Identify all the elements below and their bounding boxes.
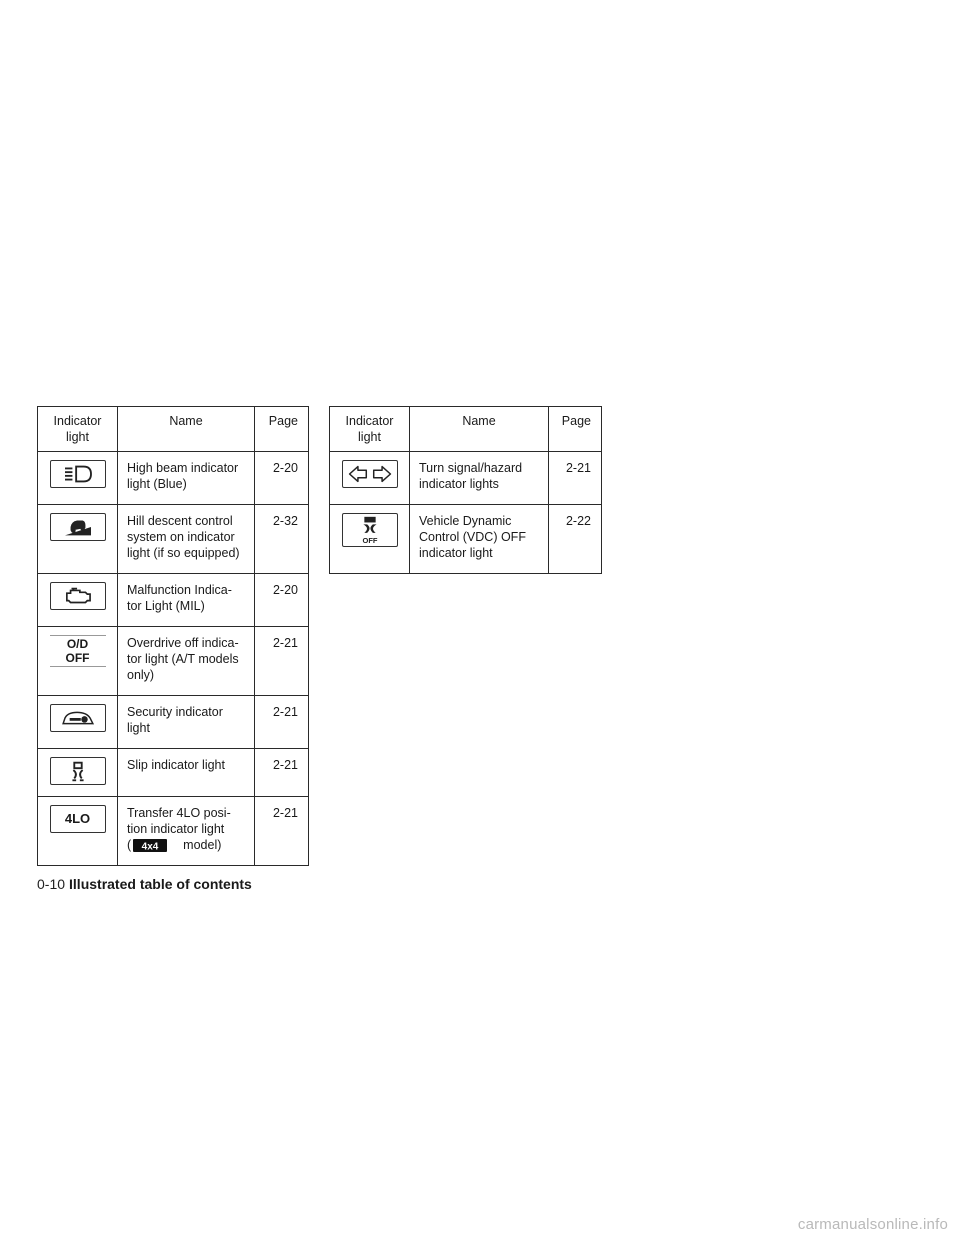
row-name: tor Light (MIL) [127,599,205,613]
table-row [38,627,309,696]
row-name: High beam indicator [127,461,239,475]
row-name: system on indicator [127,530,235,544]
row-page: 2-32 [255,505,309,574]
row-page: 2-21 [255,749,309,797]
row-page: 2-21 [255,627,309,696]
row-name: indicator lights [419,477,499,491]
row-name: ( [127,838,132,852]
table-row [38,452,309,505]
table-row [38,574,309,627]
watermark: carmanualsonline.info [797,1216,948,1233]
row-page: 2-21 [255,797,309,866]
row-name: only) [127,668,155,682]
row-name: tor light (A/T models [127,652,239,666]
row-page: 2-21 [549,452,602,505]
row-name: indicator light [419,546,493,560]
row-name: model) [183,838,222,852]
row-name: Security indicator [127,705,223,719]
4lo-icon: 4LO [50,805,106,833]
slip-indicator-icon [50,757,106,785]
header-page: Page [255,407,309,452]
row-name: Slip indicator light [127,758,225,772]
row-name: Turn signal/hazard [419,461,523,475]
svg-text:OFF: OFF [361,536,378,546]
page-footer [37,876,252,892]
section-title: Illustrated table of contents [69,876,252,892]
turn-signal-arrows-icon [342,460,398,488]
header-indicator-light: Indicator light [38,407,118,452]
row-name: light [127,721,150,735]
row-page: 2-21 [255,696,309,749]
high-beam-icon [50,460,106,488]
table-row [330,505,602,574]
header-page: Page [549,407,602,452]
page-number: 0-10 [37,876,66,892]
engine-malfunction-icon [50,582,106,610]
row-page: 2-20 [255,452,309,505]
indicator-table-right [329,406,602,574]
row-page: 2-22 [549,505,602,574]
row-name: tion indicator light [127,822,225,836]
row-name: Overdrive off indica- [127,636,239,650]
row-name: Control (VDC) OFF [419,530,526,544]
row-name: Vehicle Dynamic [419,514,512,528]
indicator-table-left [37,406,309,866]
row-name: light (if so equipped) [127,546,240,560]
overdrive-off-icon: O/D OFF [50,635,106,667]
row-name: Transfer 4LO posi- [127,806,231,820]
vdc-off-icon [342,513,398,547]
header-name: Name [410,407,549,452]
table-row [38,797,309,866]
table-row [330,452,602,505]
4x4-badge-icon [133,839,167,852]
hill-descent-icon [50,513,106,541]
row-page: 2-20 [255,574,309,627]
row-name: Malfunction Indica- [127,583,232,597]
header-indicator-light: Indicator light [330,407,410,452]
row-name: light (Blue) [127,477,187,491]
table-row [38,696,309,749]
row-name: Hill descent control [127,514,233,528]
header-name: Name [118,407,255,452]
security-car-key-icon [50,704,106,732]
table-row [38,505,309,574]
svg-text:4x4: 4x4 [141,841,159,853]
table-row [38,749,309,797]
